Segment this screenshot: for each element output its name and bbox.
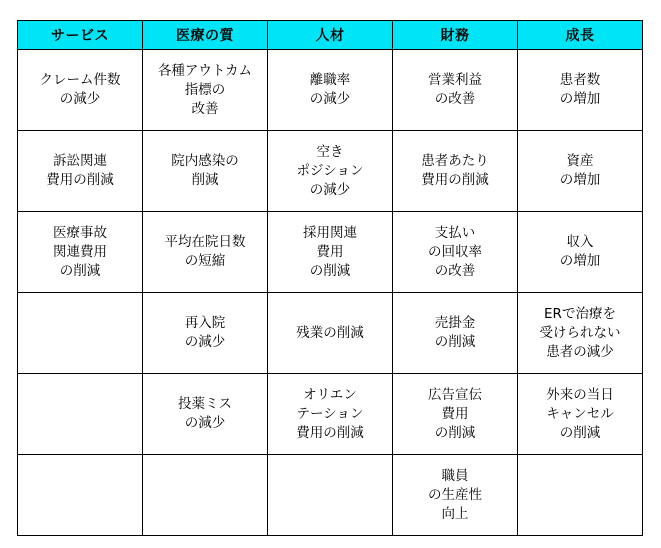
kpi-matrix-container: [17, 20, 643, 536]
table-cell: [268, 374, 393, 455]
table-cell: [518, 212, 643, 293]
cell-text: 営業利益 の改善: [428, 72, 482, 107]
table-cell: [143, 374, 268, 455]
table-row: [18, 293, 643, 374]
cell-text: 職員 の生産性 向上: [428, 467, 482, 522]
table-row: [18, 50, 643, 131]
table-cell: [518, 293, 643, 374]
cell-text: 支払い の回収率 の改善: [428, 224, 482, 279]
table-cell: [393, 455, 518, 536]
table-row: [18, 374, 643, 455]
table-row: [18, 455, 643, 536]
cell-text: オリエン テーション 費用の削減: [296, 386, 364, 441]
table-cell: [393, 374, 518, 455]
cell-text: 投薬ミス の減少: [178, 396, 232, 431]
table-cell: [143, 131, 268, 212]
table-cell: [18, 212, 143, 293]
cell-text: 資産 の増加: [559, 153, 601, 188]
cell-text: 医療事故 関連費用 の削減: [53, 224, 107, 279]
header-human-resources: 人材: [268, 21, 393, 50]
table-cell: [268, 212, 393, 293]
table-cell: [143, 50, 268, 131]
cell-text: 患者あたり 費用の削減: [421, 153, 489, 188]
cell-text: ERで治療を 受けられない 患者の減少: [539, 305, 621, 360]
cell-text: 売掛金 の削減: [434, 315, 476, 350]
header-row: [18, 21, 643, 50]
table-cell: [268, 131, 393, 212]
header-growth: 成長: [518, 21, 643, 50]
table-row: [18, 131, 643, 212]
table-cell: [268, 293, 393, 374]
header-finance: 財務: [393, 21, 518, 50]
table-cell: [393, 212, 518, 293]
table-cell: [143, 455, 268, 536]
cell-text: 収入 の増加: [559, 234, 601, 269]
table-cell: [393, 131, 518, 212]
table-cell: [268, 50, 393, 131]
cell-text: 広告宣伝 費用 の削減: [428, 386, 482, 441]
cell-text: 各種アウトカム 指標の 改善: [157, 62, 253, 117]
kpi-matrix-table: [17, 20, 643, 536]
table-cell: [518, 50, 643, 131]
table-cell: [18, 455, 143, 536]
cell-text: 平均在院日数 の短縮: [164, 234, 246, 269]
cell-text: 訴訟関連 費用の削減: [46, 153, 114, 188]
table-cell: [18, 374, 143, 455]
cell-text: 採用関連 費用 の削減: [303, 224, 357, 279]
cell-text: 離職率 の減少: [309, 72, 351, 107]
cell-text: クレーム件数 の減少: [39, 72, 121, 107]
cell-text: 院内感染の 削減: [171, 153, 239, 188]
table-cell: [268, 455, 393, 536]
cell-text: 患者数 の増加: [559, 72, 601, 107]
table-cell: [18, 293, 143, 374]
table-cell: [518, 374, 643, 455]
table-cell: [18, 131, 143, 212]
table-cell: [393, 293, 518, 374]
table-cell: [18, 50, 143, 131]
header-medical-quality: 医療の質: [143, 21, 268, 50]
table-cell: [393, 50, 518, 131]
table-cell: [143, 212, 268, 293]
cell-text: 再入院 の減少: [184, 315, 226, 350]
cell-text: 外来の当日 キャンセル の削減: [546, 386, 614, 441]
table-row: [18, 212, 643, 293]
table-cell: [518, 455, 643, 536]
table-cell: [518, 131, 643, 212]
cell-text: 残業の削減: [296, 324, 364, 341]
header-service: サービス: [18, 21, 143, 50]
table-cell: [143, 293, 268, 374]
cell-text: 空き ポジション の減少: [296, 143, 364, 198]
